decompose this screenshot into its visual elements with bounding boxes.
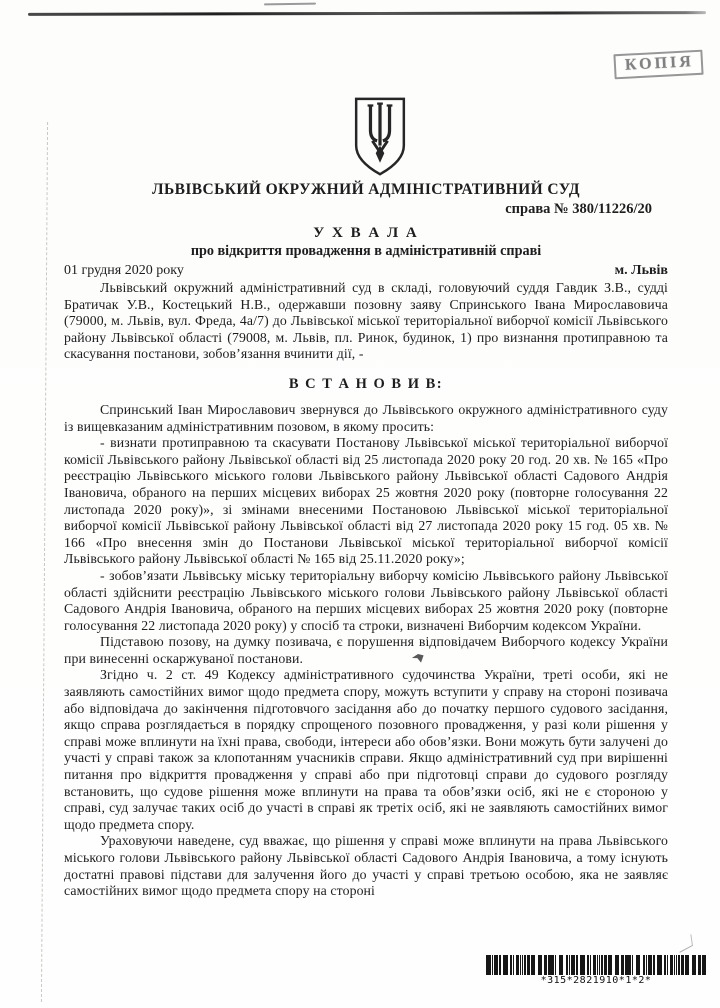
document-body	[64, 280, 668, 900]
body-paragraph: - зобов’язати Львівську міську територіальну виборчу комісію Львівського району Львівської області здійснити реєстрацію Львівського міського голови Львівського району Львівської області Садового Андрія Івановича, обраного на перших місцевих виборах 25 жовтня 2020 року (повторне голосування 22 листопада 2020 року) у спосіб та строки, визначені Виборчим кодексом України.	[64, 567, 668, 633]
copy-stamp: КОПІЯ	[614, 50, 704, 80]
document-subtitle: про відкриття провадження в адміністративній справі	[190, 243, 542, 259]
body-paragraph: - визнати протиправною та скасувати Постанову Львівської міської територіальної виборчої комісії Львівського району Львівської області від 25 листопада 2020 року 20 год. 20 хв. № 165 «Про реєстрацію Львівського міського голови Львівського району Львівської області Садового Андрія Івановича, обраного на перших місцевих виборах 25 жовтня 2020 року (повторне голосування 22 листопада 2020 року)», зі змінами внесеними Постановою Львівської міської територіальної виборчої комісії Львівської району Львівської області від 27 листопада 2020 року 15 год. 05 хв. № 166 «Про внесення змін до Постанови Львівської міської територіальної виборчої комісії Львівського району Львівської області № 165 від 25.11.2020 року»;	[64, 435, 668, 567]
intro-paragraph: Львівський окружний адміністративний суд в складі, головуючий суддя Гавдик З.В., судді Братичак У.В., Костецький Н.В., одержавши позовну заяву Спринського Івана Мирославовича (79000, м. Львів, вул. Фреда, 4а/7) до Львівської міської територіальної виборчої комісії Львівського району Львівської області (79008, м. Львів, пл. Ринок, будинок, 1) про визнання протиправною та скасування постанови, зобов’язання вчинити дії, -	[64, 280, 668, 362]
ukraine-trident-emblem-icon	[349, 96, 411, 178]
ink-scribble	[678, 934, 693, 953]
barcode-text: *315*2821910*1*2*	[540, 975, 652, 986]
section-heading: В С Т А Н О В И В:	[288, 375, 444, 392]
document-date: 01 грудня 2020 року	[64, 263, 184, 278]
barcode-bars	[486, 955, 706, 975]
dateline	[64, 263, 668, 279]
body-paragraph: Ураховуючи наведене, суд вважає, що рішення у справі може вплинути на права Львівського міського голови Львівського району Львівської області Садового Андрія Івановича, а тому існують достатні правові підстави для залучення його до участі у справі третьою особою, яка не заявляє самостійних вимог щодо предмета спору на стороні	[64, 833, 668, 899]
court-name: ЛЬВІВСЬКИЙ ОКРУЖНИЙ АДМІНІСТРАТИВНИЙ СУД	[152, 181, 580, 198]
body-paragraph: Спринський Іван Мирославович звернувся до Львівського окружного адміністративного суду із вищевказаним адміністративним позовом, в якому просить:	[64, 401, 668, 434]
emblem-container	[64, 96, 668, 178]
document-title: У Х В А Л А	[313, 225, 419, 241]
body-paragraph: Підставою позову, на думку позивача, є порушення відповідачем Виборчого кодексу України при винесенні оскаржуваної постанови.	[64, 634, 668, 666]
barcode	[486, 955, 706, 986]
document-place: м. Львів	[614, 263, 668, 278]
case-number: справа № 380/11226/20	[505, 201, 652, 217]
body-paragraph: Згідно ч. 2 ст. 49 Кодексу адміністративного судочинства України, треті особи, які не заявляють самостійних вимог щодо предмета спору, можуть вступити у справу на стороні позивача або відповідача до закінчення підготовчого засідання або до початку першого судового засідання, якщо справа розглядається в порядку спрощеного позовного провадження, у разі коли рішення у справі може вплинути на їхні права, свободи, інтереси або обов’язки. Вони можуть бути залучені до участі у справі також за клопотанням учасників справи. Якщо адміністративний суд при вирішенні питання про відкриття провадження у справі або при підготовці справи до судового розгляду встановить, що судове рішення може вплинути на права та обов’язки осіб, які не є стороною у справі, суд залучає таких осіб до участі в справі як третіх осіб, які не заявляють самостійних вимог щодо предмета спору.	[64, 667, 668, 832]
